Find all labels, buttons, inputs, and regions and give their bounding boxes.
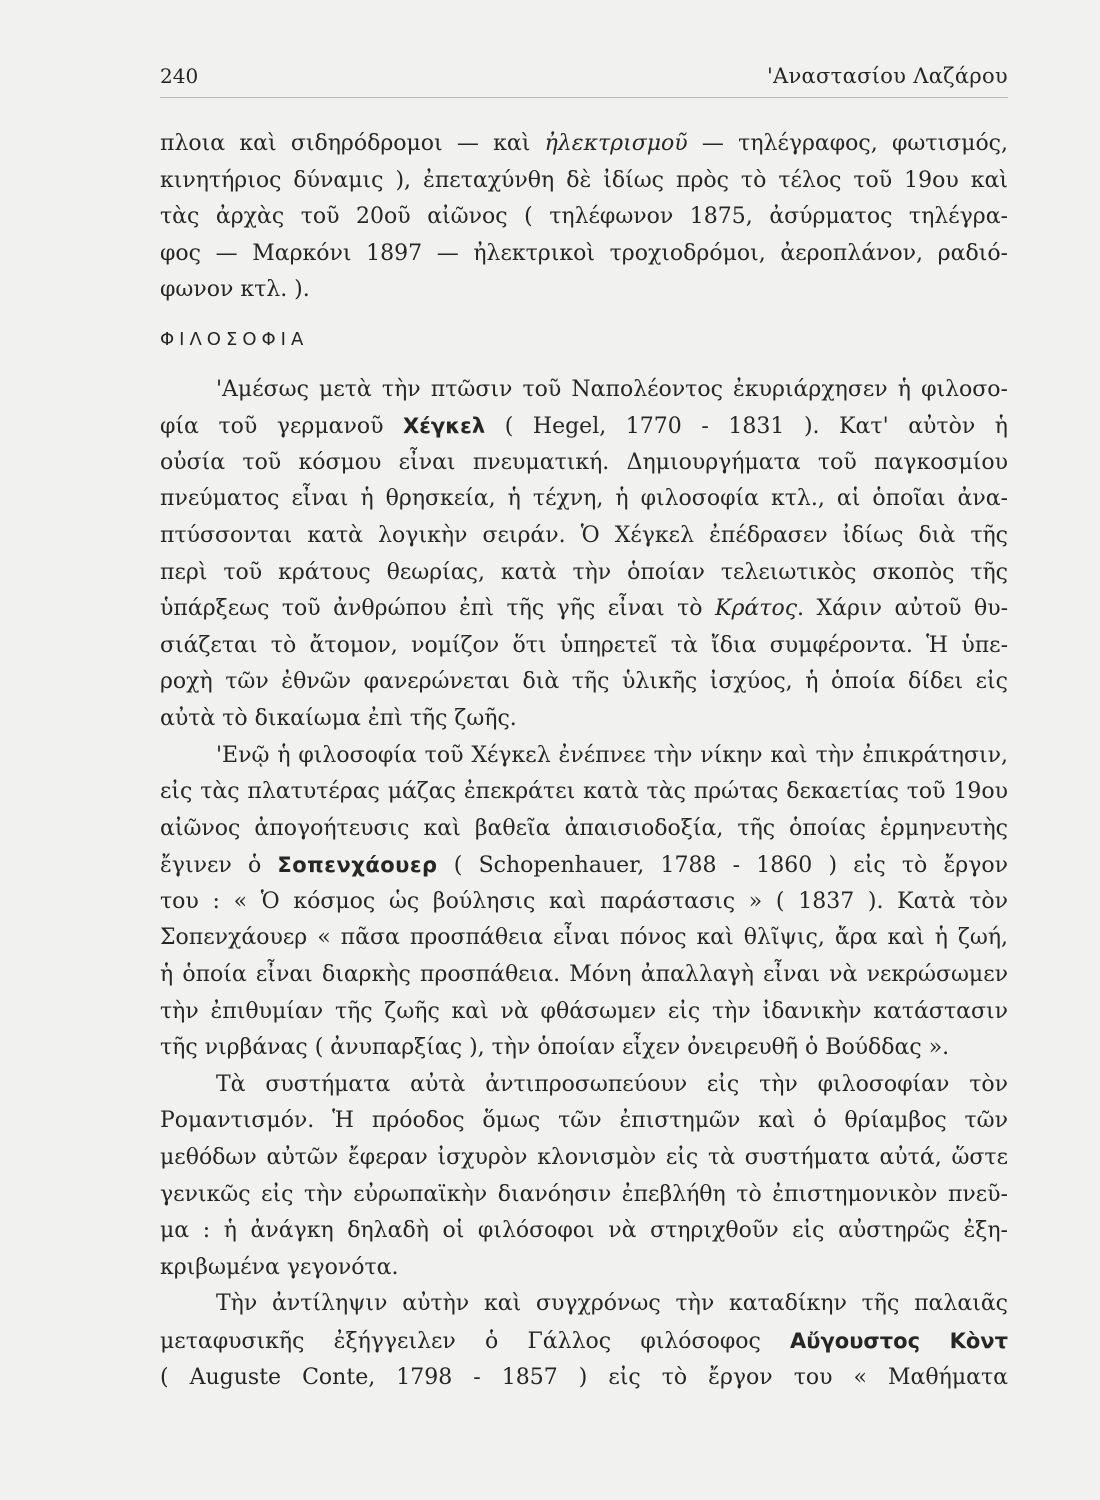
text-line: ἡ ὁποία εἶναι διαρκὴς προσπάθεια. Μόνη ἀπαλλαγὴ εἶναι νὰ νεκρώσωμεν: [160, 962, 1008, 988]
text-line: αἰῶνος ἀπογοήτευσις καὶ βαθεῖα ἀπαισιοδοξία, τῆς ὁποίας ἑρμηνευτὴς: [160, 815, 1008, 841]
text-line: οὐσία τοῦ κόσμου εἶναι πνευματική. Δημιουργήματα τοῦ παγκοσμίου: [160, 449, 1008, 475]
text-line: ροχὴ τῶν ἐθνῶν φανερώνεται διὰ τῆς ὑλικῆς ἰσχύος, ἡ ὁποία δίδει εἰς: [160, 669, 1008, 695]
page-header: [160, 60, 1008, 98]
text-line: κριβωμένα γεγονότα.: [160, 1254, 399, 1280]
text-line: Τὰ συστήματα αὐτὰ ἀντιπροσωπεύουν εἰς τὴν φιλοσοφίαν τὸν: [216, 1071, 1008, 1097]
text-line: κινητήριος δύναμις ), ἐπεταχύνθη δὲ ἰδίως πρὸς τὸ τέλος τοῦ 19ου καὶ: [160, 167, 1008, 193]
text-line: 'Αμέσως μετὰ τὴν πτῶσιν τοῦ Ναπολέοντος ἐκυριάρχησεν ἡ φιλοσο-: [216, 376, 1008, 402]
text-line: Ρομαντισμόν. Ἡ πρόοδος ὅμως τῶν ἐπιστημῶν καὶ ὁ θρίαμβος τῶν: [160, 1108, 1008, 1134]
text-line: φία τοῦ γερμανοῦ Χέγκελ ( Hegel, 1770 - 1831 ). Κατ' αὐτὸν ἡ: [160, 414, 1008, 440]
text-line: πτύσσονται κατὰ λογικὴν σειράν. Ὁ Χέγκελ ἐπέδρασεν ἰδίως διὰ τῆς: [160, 522, 1008, 548]
text-line: γενικῶς εἰς τὴν εὐρωπαϊκὴν διανόησιν ἐπεβλήθη τὸ ἐπιστημονικὸν πνεῦ-: [160, 1181, 1008, 1207]
header-rule: [160, 97, 1008, 98]
text-line: φωνον κτλ. ).: [160, 277, 310, 303]
text-line: ὑπάρξεως τοῦ ἀνθρώπου ἐπὶ τῆς γῆς εἶναι τὸ Κράτος. Χάριν αὐτοῦ θυ-: [160, 596, 1009, 622]
text-line: 'Ενῷ ἡ φιλοσοφία τοῦ Χέγκελ ἐνέπνεε τὴν νίκην καὶ τὴν ἐπικράτησιν,: [216, 742, 1008, 768]
name-comte: Αὔγουστος Κὸντ: [790, 1329, 1008, 1353]
text-line: ἔγινεν ὁ Σοπενχάουερ ( Schopenhauer, 1788 - 1860 ) εἰς τὸ ἔργον: [160, 853, 1008, 879]
text-line: φος — Μαρκόνι 1897 — ἠλεκτρικοὶ τροχιοδρόμοι, ἀεροπλάνον, ραδιό-: [160, 240, 1008, 266]
text-line: περὶ τοῦ κράτους θεωρίας, κατὰ τὴν ὁποίαν τελειωτικὸς σκοπὸς τῆς: [160, 559, 1008, 585]
text-line: πνεύματος εἶναι ἡ θρησκεία, ἡ τέχνη, ἡ φιλοσοφία κτλ., αἱ ὁποῖαι ἀνα-: [160, 486, 1008, 512]
text-line: τὰς ἀρχὰς τοῦ 20οῦ αἰῶνος ( τηλέφωνον 1875, ἀσύρματος τηλέγρα-: [160, 204, 1008, 230]
running-title: 'Αναστασίου Λαζάρου: [766, 64, 1008, 88]
section-heading: ΦΙΛΟΣΟΦΙΑ: [160, 328, 309, 350]
page-number: 240: [160, 64, 199, 88]
text-line: μα : ἡ ἀνάγκη δηλαδὴ οἱ φιλόσοφοι νὰ στηριχθοῦν εἰς αὐστηρῶς ἐξη-: [160, 1218, 1008, 1244]
text-line: μεταφυσικῆς ἐξήγγειλεν ὁ Γάλλος φιλόσοφος Αὔγουστος Κὸντ: [160, 1329, 1008, 1354]
name-schopenhauer: Σοπενχάουερ: [277, 853, 438, 878]
page-body: [160, 126, 1008, 1396]
text-line: μεθόδων αὐτῶν ἔφεραν ἰσχυρὸν κλονισμὸν εἰς τὰ συστήματα αὐτά, ὥστε: [160, 1145, 1008, 1171]
text-line: τὴν ἐπιθυμίαν τῆς ζωῆς καὶ νὰ φθάσωμεν εἰς τὴν ἰδανικὴν κατάστασιν: [160, 998, 1008, 1024]
text-line: πλοια καὶ σιδηρόδρομοι — καὶ ἠλεκτρισμοῦ — τηλέγραφος, φωτισμός,: [160, 131, 1008, 156]
text-line: Σοπενχάουερ « πᾶσα προσπάθεια εἶναι πόνος καὶ θλῖψις, ἄρα καὶ ἡ ζωή,: [160, 925, 1008, 951]
text-line: σιάζεται τὸ ἄτομον, νομίζον ὅτι ὑπηρετεῖ τὰ ἴδια συμφέροντα. Ἡ ὑπε-: [160, 632, 1008, 658]
text-line: Τὴν ἀντίληψιν αὐτὴν καὶ συγχρόνως τὴν καταδίκην τῆς παλαιᾶς: [216, 1291, 1008, 1317]
text-line: του : « Ὁ κόσμος ὡς βούλησις καὶ παράστασις » ( 1837 ). Κατὰ τὸν: [160, 888, 1008, 914]
text-line: ( Auguste Conte, 1798 - 1857 ) εἰς τὸ ἔργον του « Μαθήματα: [160, 1364, 1008, 1390]
text-line: τῆς νιρβάνας ( ἀνυπαρξίας ), τὴν ὁποίαν εἶχεν ὀνειρευθῆ ὁ Βούδδας ».: [160, 1035, 950, 1061]
text-line: αὐτὰ τὸ δικαίωμα ἐπὶ τῆς ζωῆς.: [160, 705, 517, 731]
text-line: εἰς τὰς πλατυτέρας μάζας ἐπεκράτει κατὰ τὰς πρώτας δεκαετίας τοῦ 19ου: [160, 779, 1008, 805]
name-hegel: Χέγκελ: [403, 414, 486, 439]
